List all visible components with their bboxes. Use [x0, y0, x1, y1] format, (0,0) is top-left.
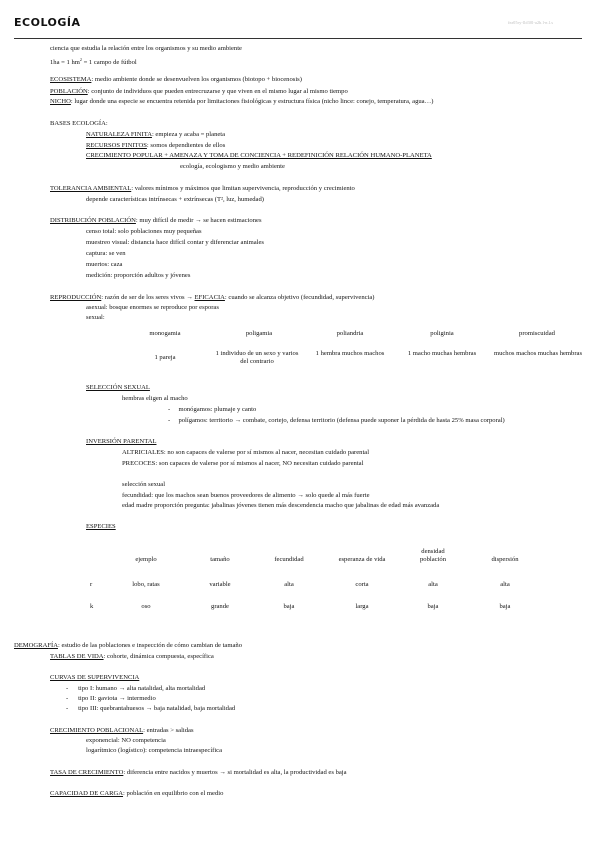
seleccion-line: hembras eligen al macho [122, 395, 188, 402]
especies-title: ESPECIES [86, 523, 116, 530]
especies-cell: baja [427, 603, 439, 610]
especies-cell: larga [355, 603, 369, 610]
especies-header: esperanza de vida [338, 556, 386, 563]
distribucion-item: medición: proporción adultos y jóvenes [86, 272, 191, 279]
watermark: fnr05ry-lld30l-a2b.l-n.l.s [508, 20, 554, 25]
bases-title: BASES ECOLOGÍA: [50, 120, 108, 127]
distribucion-item: muestreo visual: distancia hace difícil contar y diferenciar animales [86, 239, 264, 246]
inversion-title: INVERSIÓN PARENTAL [86, 438, 157, 445]
especies-cell: alta [500, 581, 510, 588]
especies-cell: baja [499, 603, 511, 610]
crecimiento-item: exponencial: NO competencia [86, 737, 166, 744]
especies-row-label: r [90, 581, 93, 588]
especies-cell: alta [428, 581, 438, 588]
curva-item: - tipo III: quebrantahuesos → baja natalidad, baja mortalidad [66, 705, 236, 712]
especies-row-label: k [90, 603, 94, 610]
mating-header: poliginia [430, 330, 454, 337]
especies-header: ejemplo [135, 556, 157, 563]
page-title: ECOLOGÍA [14, 16, 81, 29]
demografia-def: DEMOGRAFÍA: estudio de las poblaciones e inspección de cómo cambian de tamaño [14, 642, 242, 649]
sexual-line: sexual: [86, 314, 105, 321]
tolerancia-sub: depende características intrínsecas + extrínsecas (T², luz, humedad) [86, 196, 264, 203]
asexual-line: asexual: bosque enormes se reproduce por esporas [86, 304, 219, 311]
mating-value: 1 pareja [154, 354, 176, 361]
mating-value: 1 macho muchas hembras [407, 350, 477, 357]
fecundidad-line: fecundidad: que los machos sean buenos proveedores de alimento → solo quede al más fuerte [122, 492, 370, 499]
curva-item: - tipo I: humano → alta natalidad, alta mortalidad [66, 685, 206, 692]
mating-value: 1 individuo de un sexo y varios del contrario [215, 350, 299, 365]
tasa-crecimiento: TASA DE CRECIMIENTO: diferencia entre nacidos y muertos → si mortalidad es alta, la productividad es baja [50, 769, 347, 776]
edad-madre-line: edad madre proporción pregunta: jabalinas jóvenes tienen más descendencia macho que jabalinas de edad más avanzada [122, 502, 440, 509]
especies-cell: corta [355, 581, 369, 588]
naturaleza-finita: NATURALEZA FINITA: empieza y acaba = planeta [86, 131, 226, 138]
mating-value: 1 hembra muchos machos [315, 350, 385, 357]
recursos-finitos: RECURSOS FINITOS: somos dependientes de ellos [86, 142, 226, 149]
crecimiento-sub: ecología, ecologismo y medio ambiente [180, 163, 285, 170]
crecimiento-poblacional: CRECIMIENTO POBLACIONAL: entradas > salidas [50, 727, 194, 734]
precoces-line: PRECOCES: son capaces de valerse por sí mismos al nacer, NO necesitan cuidado parental [122, 460, 364, 467]
especies-cell: variable [209, 581, 231, 588]
tolerancia-def: TOLERANCIA AMBIENTAL: valores mínimos y máximos que limitan supervivencia, reproducción y crecimiento [50, 185, 355, 192]
intro-definition: ciencia que estudia la relación entre los organismos y su medio ambiente [50, 45, 242, 52]
curvas-title: CURVAS DE SUPERVIVENCIA [50, 674, 140, 681]
especies-header: tamaño [210, 556, 230, 563]
nicho-def: NICHO: lugar donde una especie se encuentra retenida por limitaciones fisiológicas y estructura física (nicho lince: conejo, temperatura, agua…) [50, 98, 434, 105]
distribucion-item: muertos: caza [86, 261, 123, 268]
curva-item: - tipo II: gaviota → intermedio [66, 695, 156, 702]
reproduccion-def: REPRODUCCIÓN: razón de ser de los seres vivos → EFICACIA: cuando se alcanza objetivo (fecundidad, supervivencia) [50, 294, 375, 301]
altriciales-line: ALTRICIALES: no son capaces de valerse por sí mismos al nacer, necesitan cuidado parental [122, 449, 370, 456]
poblacion-def: POBLACIÓN: conjunto de individuos que pueden entrecruzarse y que viven en el mismo lugar al mismo tiempo [50, 88, 348, 95]
especies-cell: lobo, ratas [132, 581, 160, 588]
ecosistema-def: ECOSISTEMA: medio ambiente donde se desenvuelven los organismos (biotopo + biocenosis) [50, 76, 302, 83]
crecimiento-line: CRECIMIENTO POPULAR + AMENAZA Y TOMA DE CONCIENCIA + REDEFINICIÓN RELACIÓN HUMANO-PLANETA [86, 152, 432, 159]
mating-value: muchos machos muchas hembras [493, 350, 583, 357]
seleccion-title: SELECCIÓN SEXUAL [86, 384, 150, 391]
especies-cell: oso [141, 603, 151, 610]
tablas-vida: TABLAS DE VIDA: cohorte, dinámica compuesta, específica [50, 653, 214, 660]
mating-header: poligamia [245, 330, 273, 337]
especies-cell: alta [284, 581, 294, 588]
especies-header: dispersión [491, 556, 519, 563]
especies-cell: baja [283, 603, 295, 610]
mating-header: monogamia [149, 330, 181, 337]
mating-header: poliandria [336, 330, 364, 337]
seleccion-bullet: - polígamos: territorio → combate, cortejo, defensa territorio (defensa puede suponer la pérdida de hasta 25% masa corporal) [168, 417, 505, 424]
capacidad-carga: CAPACIDAD DE CARGA: población en equilibrio con el medio [50, 790, 224, 797]
especies-header: fecundidad [274, 556, 304, 563]
distribucion-item: captura: se ven [86, 250, 126, 257]
especies-cell: grande [211, 603, 229, 610]
seleccion-sexual-sub: selección sexual [122, 481, 166, 488]
crecimiento-item: logarítmico (logístico): competencia intraespecífica [86, 747, 223, 754]
especies-header: densidad población [419, 548, 446, 563]
distribucion-item: censo total: solo poblaciones muy pequeñas [86, 228, 202, 235]
distribucion-def: DISTRIBUCIÓN POBLACIÓN: muy difícil de medir → se hacen estimaciones [50, 217, 262, 224]
mating-header: promiscuidad [519, 330, 555, 337]
hectare-line: 1ha = 1 $hm^2 = 1$ campo de fútbol [50, 57, 137, 67]
header-rule [14, 38, 582, 39]
seleccion-bullet: - monógamos: plumaje y canto [168, 406, 257, 413]
